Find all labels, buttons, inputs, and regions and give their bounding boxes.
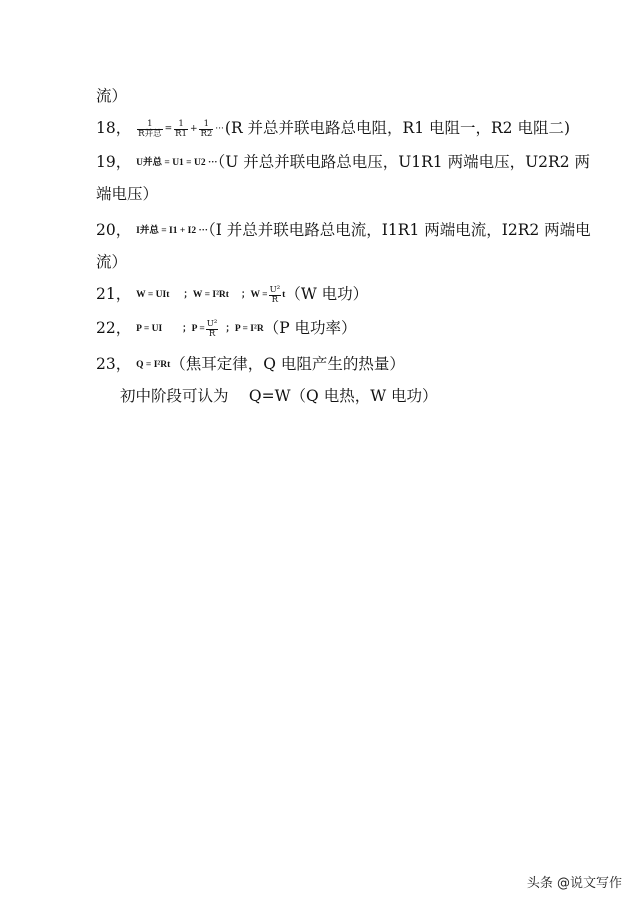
conclusion-line: 初中阶段可认为 Q=W（Q 电热，W 电功） [120,387,438,405]
formula-description: （U 并总并联电路总电压，U1R1 两端电压，U2R2 两 [217,153,590,171]
item-number: 18， [96,119,132,137]
fraction-r1: $\frac{1}{R1}$ [175,118,187,139]
formula-line-21: 21， W = UIt ；W = I²Rt ；W = $\frac{\text{U²}}{R}$ t（W 电功） [96,284,369,305]
item-number: 22， [96,319,132,337]
item-number: 19， [96,153,132,171]
fraction-lhs: $\frac{1}{\text{R并总}}$ [138,118,162,139]
line-continuation-0: 流） [96,87,128,105]
formula-power-ui: P = UI [136,324,163,334]
item-number: 23， [96,355,132,373]
formula-joule-law: Q = I²Rt [136,360,171,370]
formula-description: （P 电功率） [263,319,357,337]
formula-line-23 [96,354,556,375]
formula-description: （W 电功） [285,285,369,303]
formula-voltage-parallel: U并总 = U1 = U2 ··· [136,158,218,168]
formula-line-18: 18， $\frac{1}{\text{R并总}}$ = $\frac{1}{R1}$ + $\frac{1}{R2}$ ···(R 并总并联电路总电阻，R1 电阻一，R2 电阻二) [96,118,571,139]
item-number: 21， [96,285,132,303]
formula-line-22 [96,318,556,339]
formula-description: （I 并总并联电路总电流，I1R1 两端电流，I2R2 两端电 [207,221,591,239]
formula-work-uit: W = UIt [136,290,170,300]
fraction-u2-over-r: $\frac{\text{U²}}{R}$ [206,318,218,339]
line-continuation-20: 流） [96,253,128,271]
watermark-footer: 头条 @说文写作 [526,876,622,891]
fraction-r2: $\frac{1}{R2}$ [200,118,213,139]
line-continuation-19: 端电压） [96,185,159,203]
formula-power-u2r-pre: ；P = [182,324,205,334]
fraction-u2-over-r: $\frac{\text{U²}}{R}$ [269,284,281,305]
formula-description: (R 并总并联电路总电阻，R1 电阻一，R2 电阻二) [224,119,571,137]
formula-work-i2rt: ；W = I²Rt [183,290,229,300]
formula-description: （焦耳定律，Q 电阻产生的热量） [170,355,405,373]
formula-current-parallel: I并总 = I1 + I2 ··· [136,226,208,236]
formula-line-20 [96,220,591,241]
formula-line-19 [96,152,590,173]
item-number: 20， [96,221,132,239]
formula-power-i2r: ；P = I²R [225,324,264,334]
formula-work-u2r-pre: ；W = [240,290,268,300]
